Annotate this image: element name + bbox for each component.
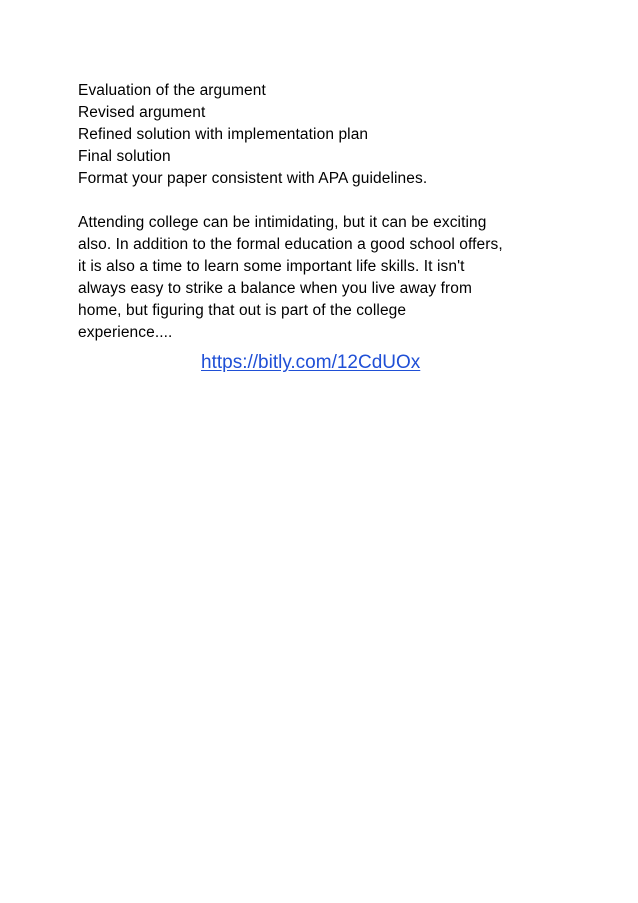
external-link[interactable]: https://bitly.com/12CdUOx (201, 352, 421, 373)
document-body (78, 80, 578, 376)
list-line: Refined solution with implementation plan (78, 126, 369, 143)
requirements-list (78, 80, 578, 190)
list-line: Evaluation of the argument (78, 82, 266, 99)
body-paragraph (78, 212, 578, 344)
paragraph-line: also. In addition to the formal education a good school offers, (78, 236, 503, 253)
paragraph-line: home, but figuring that out is part of the college (78, 302, 407, 319)
list-line: Format your paper consistent with APA guidelines. (78, 170, 428, 187)
list-line: Revised argument (78, 104, 206, 121)
link-row (78, 350, 578, 376)
paragraph-line: always easy to strike a balance when you live away from (78, 280, 473, 297)
paragraph-line: experience.... (78, 324, 173, 341)
paragraph-line: Attending college can be intimidating, but it can be exciting (78, 214, 487, 231)
list-line: Final solution (78, 148, 171, 165)
paragraph-line: it is also a time to learn some important life skills. It isn't (78, 258, 465, 275)
